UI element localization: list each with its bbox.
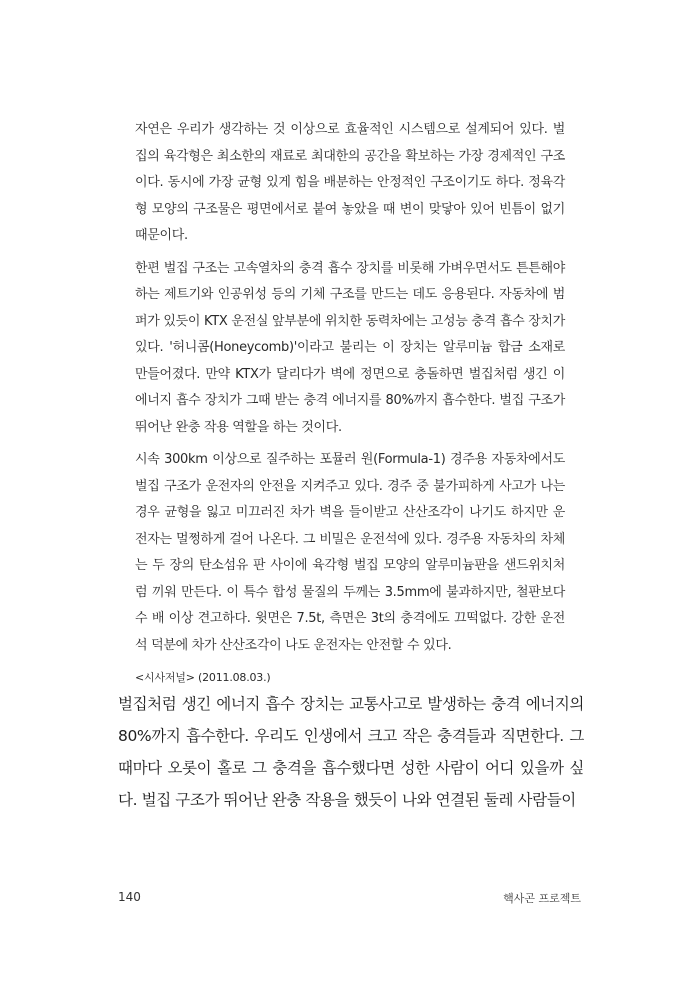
body-paragraph: 벌집처럼 생긴 에너지 흡수 장치는 교통사고로 발생하는 충격 에너지의 80%까지 흡수한다. 우리도 인생에서 크고 작은 충격들과 직면한다. 그때마다 오롯이 홀로 그 충격을 흡수했다면 성한 사람이 어디 있을까 싶다. 벌집 구조가 뛰어난 완충 작용을 했듯이 나와 연결된 둘레 사람들이 (118, 695, 584, 809)
quote-paragraph-2: 한편 벌집 구조는 고속열차의 충격 흡수 장치를 비롯해 가벼우면서도 튼튼해야 하는 제트기와 인공위성 등의 기체 구조를 만드는 데도 응용된다. 자동차에 범퍼가 있듯이 KTX 운전실 앞부분에 위치한 동력차에는 고성능 충격 흡수 장치가 있다. '허니콤(Honeycomb)'이라고 불리는 이 장치는 알루미늄 합금 소재로 만들어졌다. 만약 KTX가 달리다가 벽에 정면으로 충돌하면 벌집처럼 생긴 이 에너지 흡수 장치가 그때 받는 충격 에너지를 80%까지 흡수한다. 벌집 구조가 뛰어난 완충 작용 역할을 하는 것이다. (135, 260, 565, 435)
quote-paragraph-3: 시속 300km 이상으로 질주하는 포뮬러 원(Formula-1) 경주용 자동차에서도 벌집 구조가 운전자의 안전을 지켜주고 있다. 경주 중 불가피하게 사고가 나는 경우 균형을 잃고 미끄러진 차가 벽을 들이받고 산산조각이 나기도 하지만 운전자는 멀쩡하게 걸어 나온다. 그 비밀은 운전석에 있다. 경주용 자동차의 차체는 두 장의 탄소섬유 판 사이에 육각형 벌집 모양의 알루미늄판을 샌드위치처럼 끼워 만든다. 이 특수 합성 물질의 두께는 3.5mm에 불과하지만, 철판보다 수 배 이상 견고하다. 윗면은 7.5t, 측면은 3t의 충격에도 끄떡없다. 강한 운전석 덕분에 차가 산산조각이 나도 운전자는 안전할 수 있다. (135, 452, 565, 653)
quote-source: <시사저널> (2011.08.03.) (135, 671, 271, 684)
page-number: 140 (118, 890, 141, 904)
quote-paragraph-1: 자연은 우리가 생각하는 것 이상으로 효율적인 시스템으로 설계되어 있다. 벌집의 육각형은 최소한의 재료로 최대한의 공간을 확보하는 가장 경제적인 구조이다. 동시에 가장 균형 있게 힘을 배분하는 안정적인 구조이기도 하다. 정육각형 모양의 구조물은 평면에서로 붙여 놓았을 때 변이 맞닿아 있어 빈틈이 없기 때문이다. (135, 122, 565, 243)
running-title: 핵사곤 프로젝트 (503, 892, 581, 905)
quoted-excerpt (135, 117, 565, 692)
